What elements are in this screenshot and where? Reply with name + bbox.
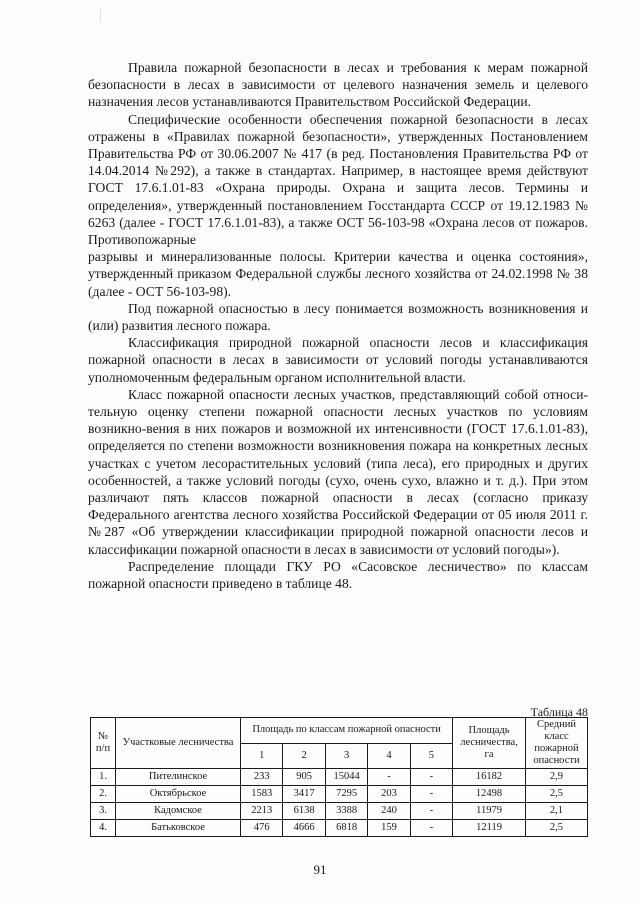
paragraph-7: Распределение площади ГКУ РО «Сасовское лесничество» по классам пожарной опасности приведено в таблице 48. <box>88 558 588 592</box>
paragraph-6: Класс пожарной опасности лесных участков, представляющий собой относи-тельную оценку степени пожарной опасности лесных участков по условиям возникно-вения в них пожаров и возможной их интенсивности (ГОСТ 17.6.1.01-83), определяется по степени возможности возникновения пожара на конкретных лесных участках с учетом лесорастительных условий (типа леса), его природных и других особенностей, а также условий погоды (сухо, очень сухо, влажно и т. д.). При этом различают пять классов пожарной опасности в лесах (согласно приказу Федерального агентства лесного хозяйства Российской Федерации от 05 июля 2011 г. №287 «Об утверждении классификации природной пожарной опасности лесов и классификации пожарной опасности в лесах в зависимости от условий погоды»). <box>88 386 588 557</box>
cell-number: 3. <box>91 803 116 820</box>
paragraph-1: Правила пожарной безопасности в лесах и требования к мерам пожарной безопасности в лесах в зависимости от целевого назначения земель и целевого назначения лесов устанавливаются Правительством Российской Федерации. <box>88 60 588 110</box>
cell-class-2: 6138 <box>283 803 325 820</box>
cell-average-class: 2,5 <box>525 786 587 803</box>
table-row <box>91 820 588 837</box>
body-text <box>88 59 588 592</box>
page-number: 91 <box>313 862 327 877</box>
cell-class-4: - <box>368 769 410 786</box>
cell-class-1: 233 <box>241 769 283 786</box>
fire-danger-table <box>90 717 588 837</box>
cell-class-3: 6818 <box>325 820 367 837</box>
cell-class-5: - <box>410 820 452 837</box>
cell-class-3: 15044 <box>325 769 367 786</box>
header-number: № п/п <box>91 718 116 769</box>
paragraph-5: Классификация природной пожарной опасности лесов и классификация пожарной опасности в лесах в зависимости от условий погоды устанавливаются уполномоченным федеральным органом исполнительной власти. <box>88 335 588 385</box>
cell-class-2: 4666 <box>283 820 325 837</box>
cell-class-2: 3417 <box>283 786 325 803</box>
cell-forestry: Пителинское <box>116 769 241 786</box>
scan-artifact <box>100 8 101 22</box>
header-class-4: 4 <box>368 743 410 769</box>
header-class-1: 1 <box>241 743 283 769</box>
paragraph-3: разрывы и минерализованные полосы. Критерии качества и оценка состояния», утвержденный приказом Федеральной службы лесного хозяйства от 24.02.1998 № 38 (далее - ОСТ 56-103-98). <box>88 249 588 299</box>
cell-forestry: Октябрьское <box>116 786 241 803</box>
cell-average-class: 2,1 <box>525 803 587 820</box>
cell-class-3: 3388 <box>325 803 367 820</box>
paragraph-4: Под пожарной опасностью в лесу понимается возможность возникновения и (или) развития лесного пожара. <box>88 300 588 334</box>
header-average-class: Средний класс пожарной опасности <box>525 718 587 769</box>
header-class-5: 5 <box>410 743 452 769</box>
paragraph-2: Специфические особенности обеспечения пожарной безопасности в лесах отражены в «Правилах пожарной безопасности», утвержденных Постановлением Правительства РФ от 30.06.2007 № 417 (в ред. Постановления Правительства РФ от 14.04.2014 №292), а также в стандартах. Например, в настоящее время действуют ГОСТ 17.6.1.01-83 «Охрана природы. Охрана и защита лесов. Термины и определения», утвержденный постановлением Госстандарта СССР от 19.12.1983 № 6263 (далее - ГОСТ 17.6.1.01-83), а также ОСТ 56-103-98 «Охрана лесов от пожаров. Противопожарные <box>88 111 588 248</box>
cell-total-area: 12498 <box>453 786 526 803</box>
table-row <box>91 769 588 786</box>
cell-average-class: 2,9 <box>525 769 587 786</box>
header-class-2: 2 <box>283 743 325 769</box>
cell-forestry: Батьковское <box>116 820 241 837</box>
cell-forestry: Кадомское <box>116 803 241 820</box>
header-forestry: Участковые лесничества <box>116 718 241 769</box>
cell-class-4: 159 <box>368 820 410 837</box>
table-row <box>91 786 588 803</box>
cell-number: 4. <box>91 820 116 837</box>
cell-class-4: 240 <box>368 803 410 820</box>
cell-number: 2. <box>91 786 116 803</box>
cell-class-2: 905 <box>283 769 325 786</box>
cell-total-area: 11979 <box>453 803 526 820</box>
cell-class-5: - <box>410 803 452 820</box>
header-total-area: Площадь лесничества, га <box>453 718 526 769</box>
table-row <box>91 803 588 820</box>
cell-class-5: - <box>410 769 452 786</box>
cell-average-class: 2,5 <box>525 820 587 837</box>
cell-number: 1. <box>91 769 116 786</box>
cell-class-1: 1583 <box>241 786 283 803</box>
cell-class-5: - <box>410 786 452 803</box>
cell-class-4: 203 <box>368 786 410 803</box>
cell-class-1: 476 <box>241 820 283 837</box>
table-caption: Таблица 48 <box>530 705 588 719</box>
cell-total-area: 12119 <box>453 820 526 837</box>
cell-class-3: 7295 <box>325 786 367 803</box>
header-class-3: 3 <box>325 743 367 769</box>
header-area-by-class: Площадь по классам пожарной опасности <box>241 718 453 744</box>
cell-class-1: 2213 <box>241 803 283 820</box>
table-header-row <box>91 718 588 744</box>
cell-total-area: 16182 <box>453 769 526 786</box>
